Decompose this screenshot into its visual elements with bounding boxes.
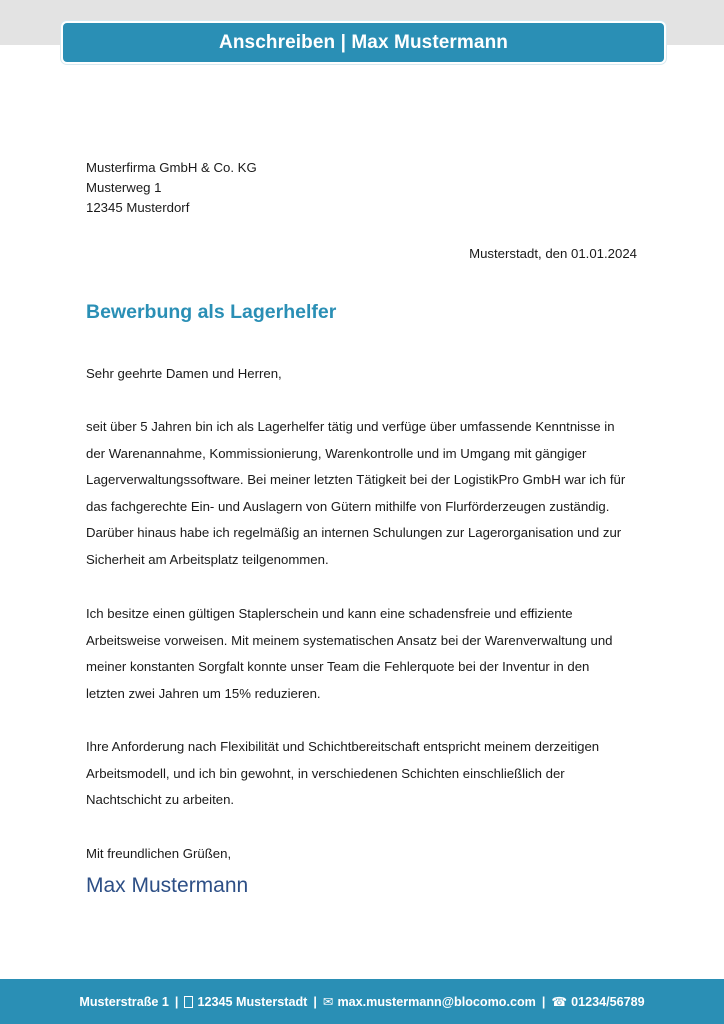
- body-paragraph-2: [86, 601, 646, 707]
- closing-phrase: Mit freundlichen Grüßen,: [86, 846, 232, 861]
- footer-separator: |: [541, 994, 546, 1009]
- footer-separator: |: [313, 994, 317, 1009]
- salutation: Sehr geehrte Damen und Herren,: [86, 366, 282, 381]
- paragraph-line: der Warenannahme, Kommissionierung, Warenkontrolle und im Umgang mit gängiger: [86, 445, 587, 461]
- recipient-street: Musterweg 1: [86, 180, 162, 195]
- recipient-company: Musterfirma GmbH & Co. KG: [86, 160, 257, 175]
- body-paragraph-3: [86, 734, 646, 814]
- header-bar: [61, 21, 666, 64]
- paragraph-line: Darüber hinaus habe ich regelmäßig an internen Schulungen zur Lagerorganisation und zur: [86, 525, 622, 541]
- footer-separator: |: [174, 994, 179, 1009]
- paragraph-line: Ich besitze einen gültigen Staplerschein und kann eine schadensfreie und effiziente: [86, 606, 573, 621]
- unknown-glyph-icon: [184, 996, 193, 1008]
- paragraph-line: letzten zwei Jahren um 15% reduzieren.: [86, 685, 321, 701]
- footer-street: Musterstraße 1: [79, 994, 169, 1009]
- subject-line: Bewerbung als Lagerhelfer: [86, 301, 337, 323]
- recipient-city: 12345 Musterdorf: [86, 200, 190, 215]
- paragraph-line: Arbeitsmodell, und ich bin gewohnt, in verschiedenen Schichten einschließlich der: [86, 765, 565, 781]
- body-paragraph-1: [86, 414, 646, 574]
- document-title: Anschreiben | Max Mustermann: [219, 31, 508, 53]
- footer-city: 12345 Musterstadt: [197, 994, 308, 1009]
- telephone-icon: ☎: [551, 995, 568, 1009]
- paragraph-line: Ihre Anforderung nach Flexibilität und Schichtbereitschaft entspricht meinem derzeitigen: [86, 739, 600, 754]
- paragraph-line: Nachtschicht zu arbeiten.: [86, 792, 235, 808]
- paragraph-line: Lagerverwaltungssoftware. Bei meiner letzten Tätigkeit bei der LogistikPro GmbH war ich für: [86, 472, 626, 488]
- paragraph-line: seit über 5 Jahren bin ich als Lagerhelfer tätig und verfüge über umfassende Kenntnisse in: [86, 419, 615, 434]
- paragraph-line: Arbeitsweise vorweisen. Mit meinem systematischen Ansatz bei der Warenverwaltung und: [86, 632, 613, 648]
- footer-phone[interactable]: 01234/56789: [571, 994, 645, 1009]
- paragraph-line: das fachgerechte Ein- und Auslagern von Gütern mithilfe von Flurförderzeugen zuständig.: [86, 498, 610, 514]
- footer-contact-bar: [0, 979, 724, 1024]
- paragraph-line: meiner konstanten Sorgfalt konnte unser Team die Fehlerquote bei der Inventur in den: [86, 659, 590, 675]
- footer-email[interactable]: max.mustermann@blocomo.com: [337, 994, 536, 1009]
- envelope-icon: ✉: [322, 995, 334, 1009]
- paragraph-line: Sicherheit am Arbeitsplatz teilgenommen.: [86, 551, 329, 567]
- recipient-address: [86, 158, 257, 218]
- signature-name: Max Mustermann: [86, 874, 249, 897]
- place-date-line: Musterstadt, den 01.01.2024: [469, 246, 637, 261]
